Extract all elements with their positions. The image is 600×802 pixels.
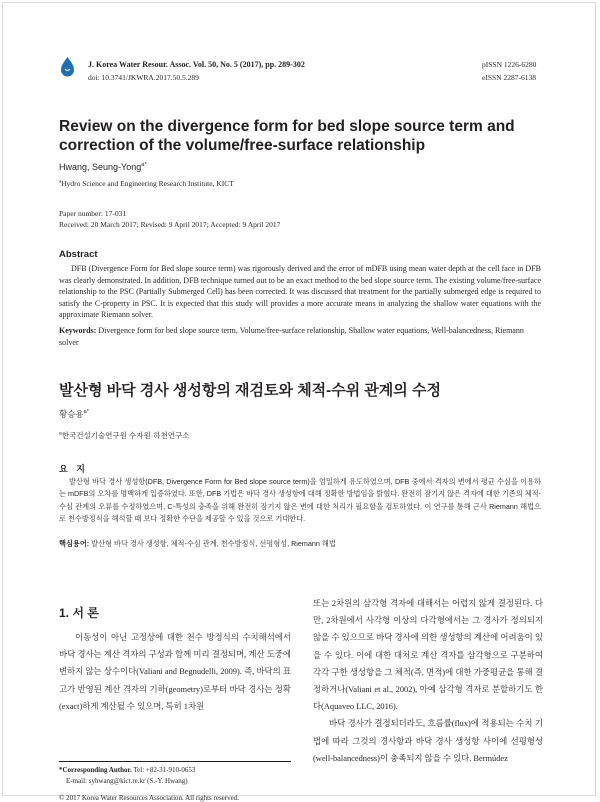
doi: doi: 10.3741/JKWRA.2017.50.5.289	[88, 73, 199, 82]
history-dates: Received: 20 March 2017; Revised: 9 April 2017; Accepted: 9 April 2017	[59, 220, 281, 229]
affiliation-korean	[59, 430, 189, 441]
affiliation-text: Hydro Science and Engineering Research Institute, KICT	[61, 179, 234, 188]
title-english: Review on the divergence form for bed slope source term and correction of the volume/free-surface relationship	[59, 118, 515, 154]
paper-number: Paper number: 17-031	[59, 209, 127, 218]
affiliation-superscript-ko: a	[59, 431, 62, 437]
affiliation-english	[59, 179, 234, 188]
copyright-notice: © 2017 Korea Water Resources Association. All rights reserved.	[59, 794, 239, 802]
corresponding-author-note	[59, 766, 195, 774]
affiliation-superscript: a	[59, 179, 62, 185]
keywords-text-ko: 발산형 바닥 경사 생성항, 체적-수심 관계, 천수방정식, 선평형성, Riemann 해법	[91, 539, 336, 548]
author-name-english: Hwang, Seung-Yong	[59, 162, 142, 172]
keywords-label: Keywords:	[59, 326, 97, 335]
eissn: eISSN 2287-6138	[482, 73, 536, 82]
keywords-text: Divergence form for bed slope source term, Volume/free-surface relationship, Shallow water equations, Well-balancedness, Riemann solver	[59, 326, 524, 347]
journal-citation: J. Korea Water Resour. Assoc. Vol. 50, No. 5 (2017), pp. 289-302	[88, 60, 305, 69]
corresponding-label: *Corresponding Author.	[59, 766, 132, 774]
section-heading-introduction: 1. 서 론	[59, 606, 99, 620]
body-left-column: 이동성이 아닌 고정상에 대한 천수 방정식의 수치해석에서 바닥 경사는 계산 격자의 구성과 함께 미리 결정되며, 계산 도중에 변하지 않는 상수이다(Valiani and Begnudelli, 2009). 즉, 바닥의 표고가 반영된 계산 격자의 기하(geometry)로부터 바닥 경사는 정확(exact)하게 계산될 수 있으며, 특히 1차원	[59, 633, 291, 711]
authors-english	[59, 162, 147, 172]
keywords-label-ko: 핵심용어:	[59, 539, 90, 548]
pissn: pISSN 1226-6280	[482, 60, 537, 69]
author-superscript: a*	[141, 162, 147, 168]
author-name-korean: 황승용	[59, 409, 84, 419]
title-korean: 발산형 바닥 경사 생성항의 재검토와 체적-수위 관계의 수정	[59, 382, 441, 399]
right-paragraph-2: 바닥 경사가 결정되더라도, 흐름률(flux)에 적용되는 수치 기법에 따라 그것의 경사항과 바닥 경사 생성항 사이에 선평형성(well-balancedness)이 충족되지 않을 수 있다. Bermúdez	[313, 719, 543, 763]
corresponding-tel: Tel: +82-31-910-0653	[131, 766, 196, 774]
kwra-logo-icon	[59, 56, 76, 77]
korean-abstract-body: 발산형 바닥 경사 생성항(DFB, Divergence Form for Bed slope source term)을 엄밀하게 유도하였으며, DFB 중에서 격자의 변에서 평균 수심을 이용하는 mDFB의 오차를 명백하게 입증하였다. 또한, DFB 기법은 바닥 경사 생성항에 대해 정확한 방법임을 밝혔다. 완전히 잠기지 않은 격자에 대한 기존의 체적-수심 관계의 오류를 수정하였으며, C-특성의 충족을 위해 완전히 잠기지 않은 변에 대한 처리가 필요함을 검토하였다. 이 연구를 통해 근사 Riemann 해법으로 천수방정식을 해석할 때 보다 정확한 수단을 제공할 수 있을 것으로 기대한다.	[59, 477, 541, 524]
right-paragraph-1: 또는 2차원의 삼각형 격자에 대해서는 어렵지 않게 결정된다. 다만, 2차원에서 사각형 이상의 다각형에서는 그 경사가 정의되지 않을 수 있으므로 바닥 경사에 의한 생성항의 계산에 어려움이 있을 수 있다. 이에 대한 대처로 계산 격자를 삼각형으로 구분하여 각각 구한 생성항을 그 체적(즉, 면적)에 대한 가중평균을 통해 결정하거나(Valiani et al., 2002), 아예 삼각형 격자로 분할하기도 한다(Aquaveo LLC, 2016).	[313, 599, 543, 712]
abstract-heading: Abstract	[59, 249, 98, 260]
affiliation-text-ko: 한국건설기술연구원 수자원·하천연구소	[61, 431, 190, 440]
corresponding-email: E-mail: syhwang@kict.re.kr (S.-Y. Hwang)	[66, 777, 188, 785]
author-superscript-ko: a*	[83, 409, 89, 416]
footnote-divider	[59, 761, 291, 762]
body-right-column	[313, 595, 543, 767]
keywords-korean	[59, 538, 541, 550]
keywords-english	[59, 325, 541, 348]
abstract-body: DFB (Divergence Form for Bed slope source term) was rigorously derived and the error of mDFB using mean water depth at the cell face in DFB was clearly demonstrated. In addition, DFB technique turned out to be an exact method to the bed slope source term. The existing volume/free-surface relationship to the PSC (Partially Submerged Cell) has been corrected. It was discussed that treatment for the partially submerged edge is required to satisfy the C-property in PSC. It is expected that this study will provides a more accurate means in analyzing the shallow water equations with the approximate Riemann solver.	[59, 264, 541, 320]
korean-abstract-heading: 요 지	[59, 464, 88, 474]
authors-korean	[59, 408, 89, 420]
